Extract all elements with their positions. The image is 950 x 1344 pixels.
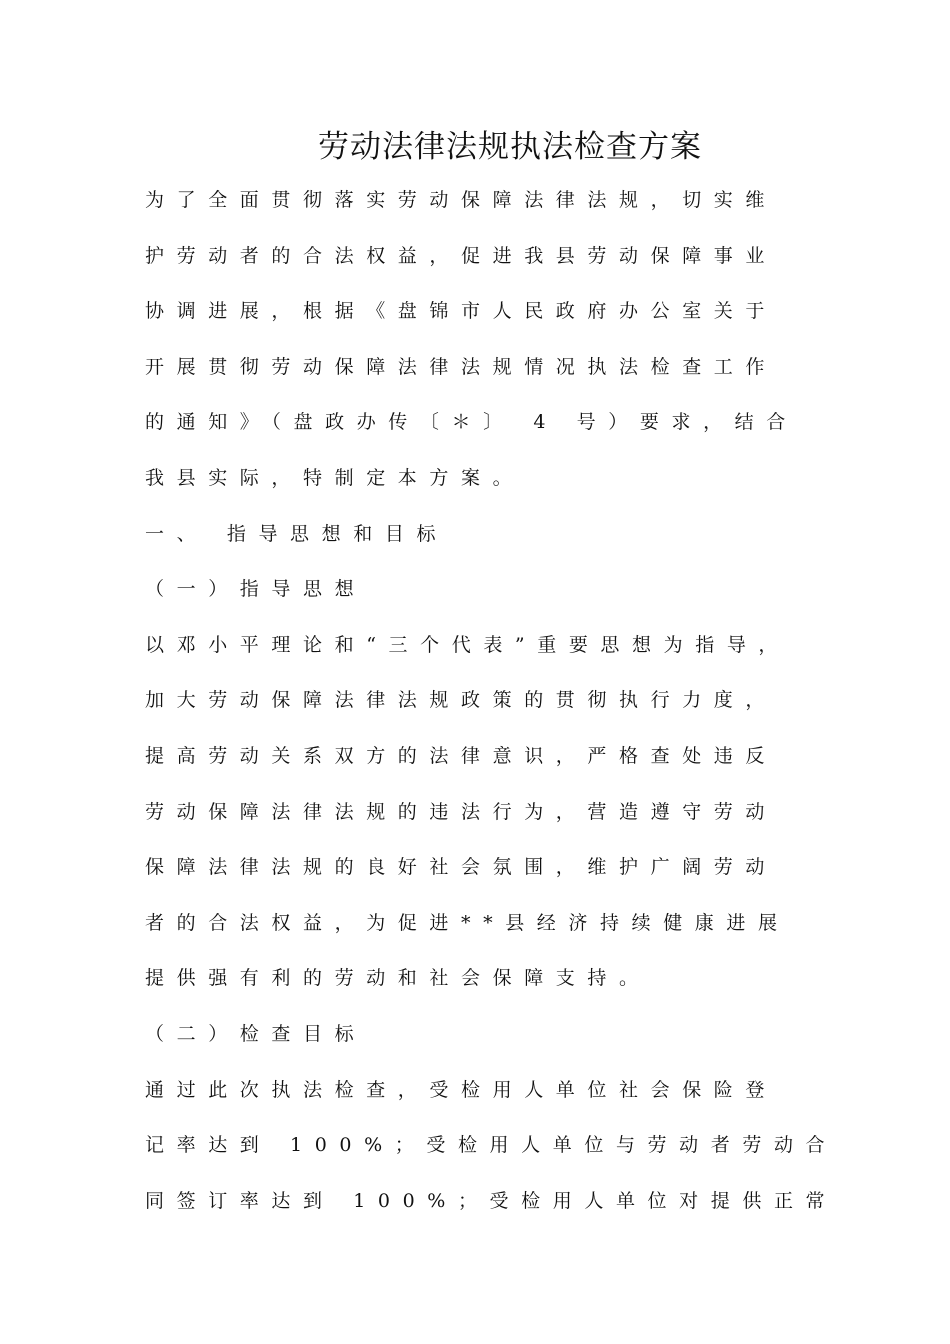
body-line: 同签订率达到 100%；受检用人单位对提供正常 bbox=[145, 1189, 838, 1212]
body-line: 护劳动者的合法权益，促进我县劳动保障事业 bbox=[145, 244, 778, 267]
body-line: 加大劳动保障法律法规政策的贯彻执行力度， bbox=[145, 689, 778, 712]
body-line: 者的合法权益，为促进**县经济持续健康进展 bbox=[145, 911, 790, 934]
body-line: 劳动保障法律法规的违法行为，营造遵守劳动 bbox=[145, 800, 778, 823]
body-line: 提供强有利的劳动和社会保障支持。 bbox=[145, 967, 651, 990]
body-line: 我县实际，特制定本方案。 bbox=[145, 466, 525, 489]
body-line: 的通知》（盘政办传〔＊〕 4 号）要求，结合 bbox=[145, 411, 798, 434]
body-line: 开展贯彻劳动保障法律法规情况执法检查工作 bbox=[145, 355, 778, 378]
body-line: 保障法律法规的良好社会氛围，维护广阔劳动 bbox=[145, 856, 778, 879]
body-line: 以邓小平理论和“三个代表”重要思想为指导， bbox=[145, 633, 791, 656]
body-line: 提高劳动关系双方的法律意识，严格查处违反 bbox=[145, 744, 778, 767]
section-heading: 一、 指导思想和目标 bbox=[145, 522, 449, 545]
body-line: 记率达到 100%；受检用人单位与劳动者劳动合 bbox=[145, 1134, 838, 1157]
subsection-heading: （一）指导思想 bbox=[145, 578, 367, 601]
body-line: 协调进展，根据《盘锦市人民政府办公室关于 bbox=[145, 300, 778, 323]
document-body bbox=[145, 173, 945, 1229]
body-line: 为了全面贯彻落实劳动保障法律法规，切实维 bbox=[145, 189, 778, 211]
body-line: 通过此次执法检查，受检用人单位社会保险登 bbox=[145, 1078, 778, 1101]
document-title: 劳动法律法规执法检查方案 bbox=[318, 129, 702, 165]
subsection-heading: （二）检查目标 bbox=[145, 1022, 367, 1045]
